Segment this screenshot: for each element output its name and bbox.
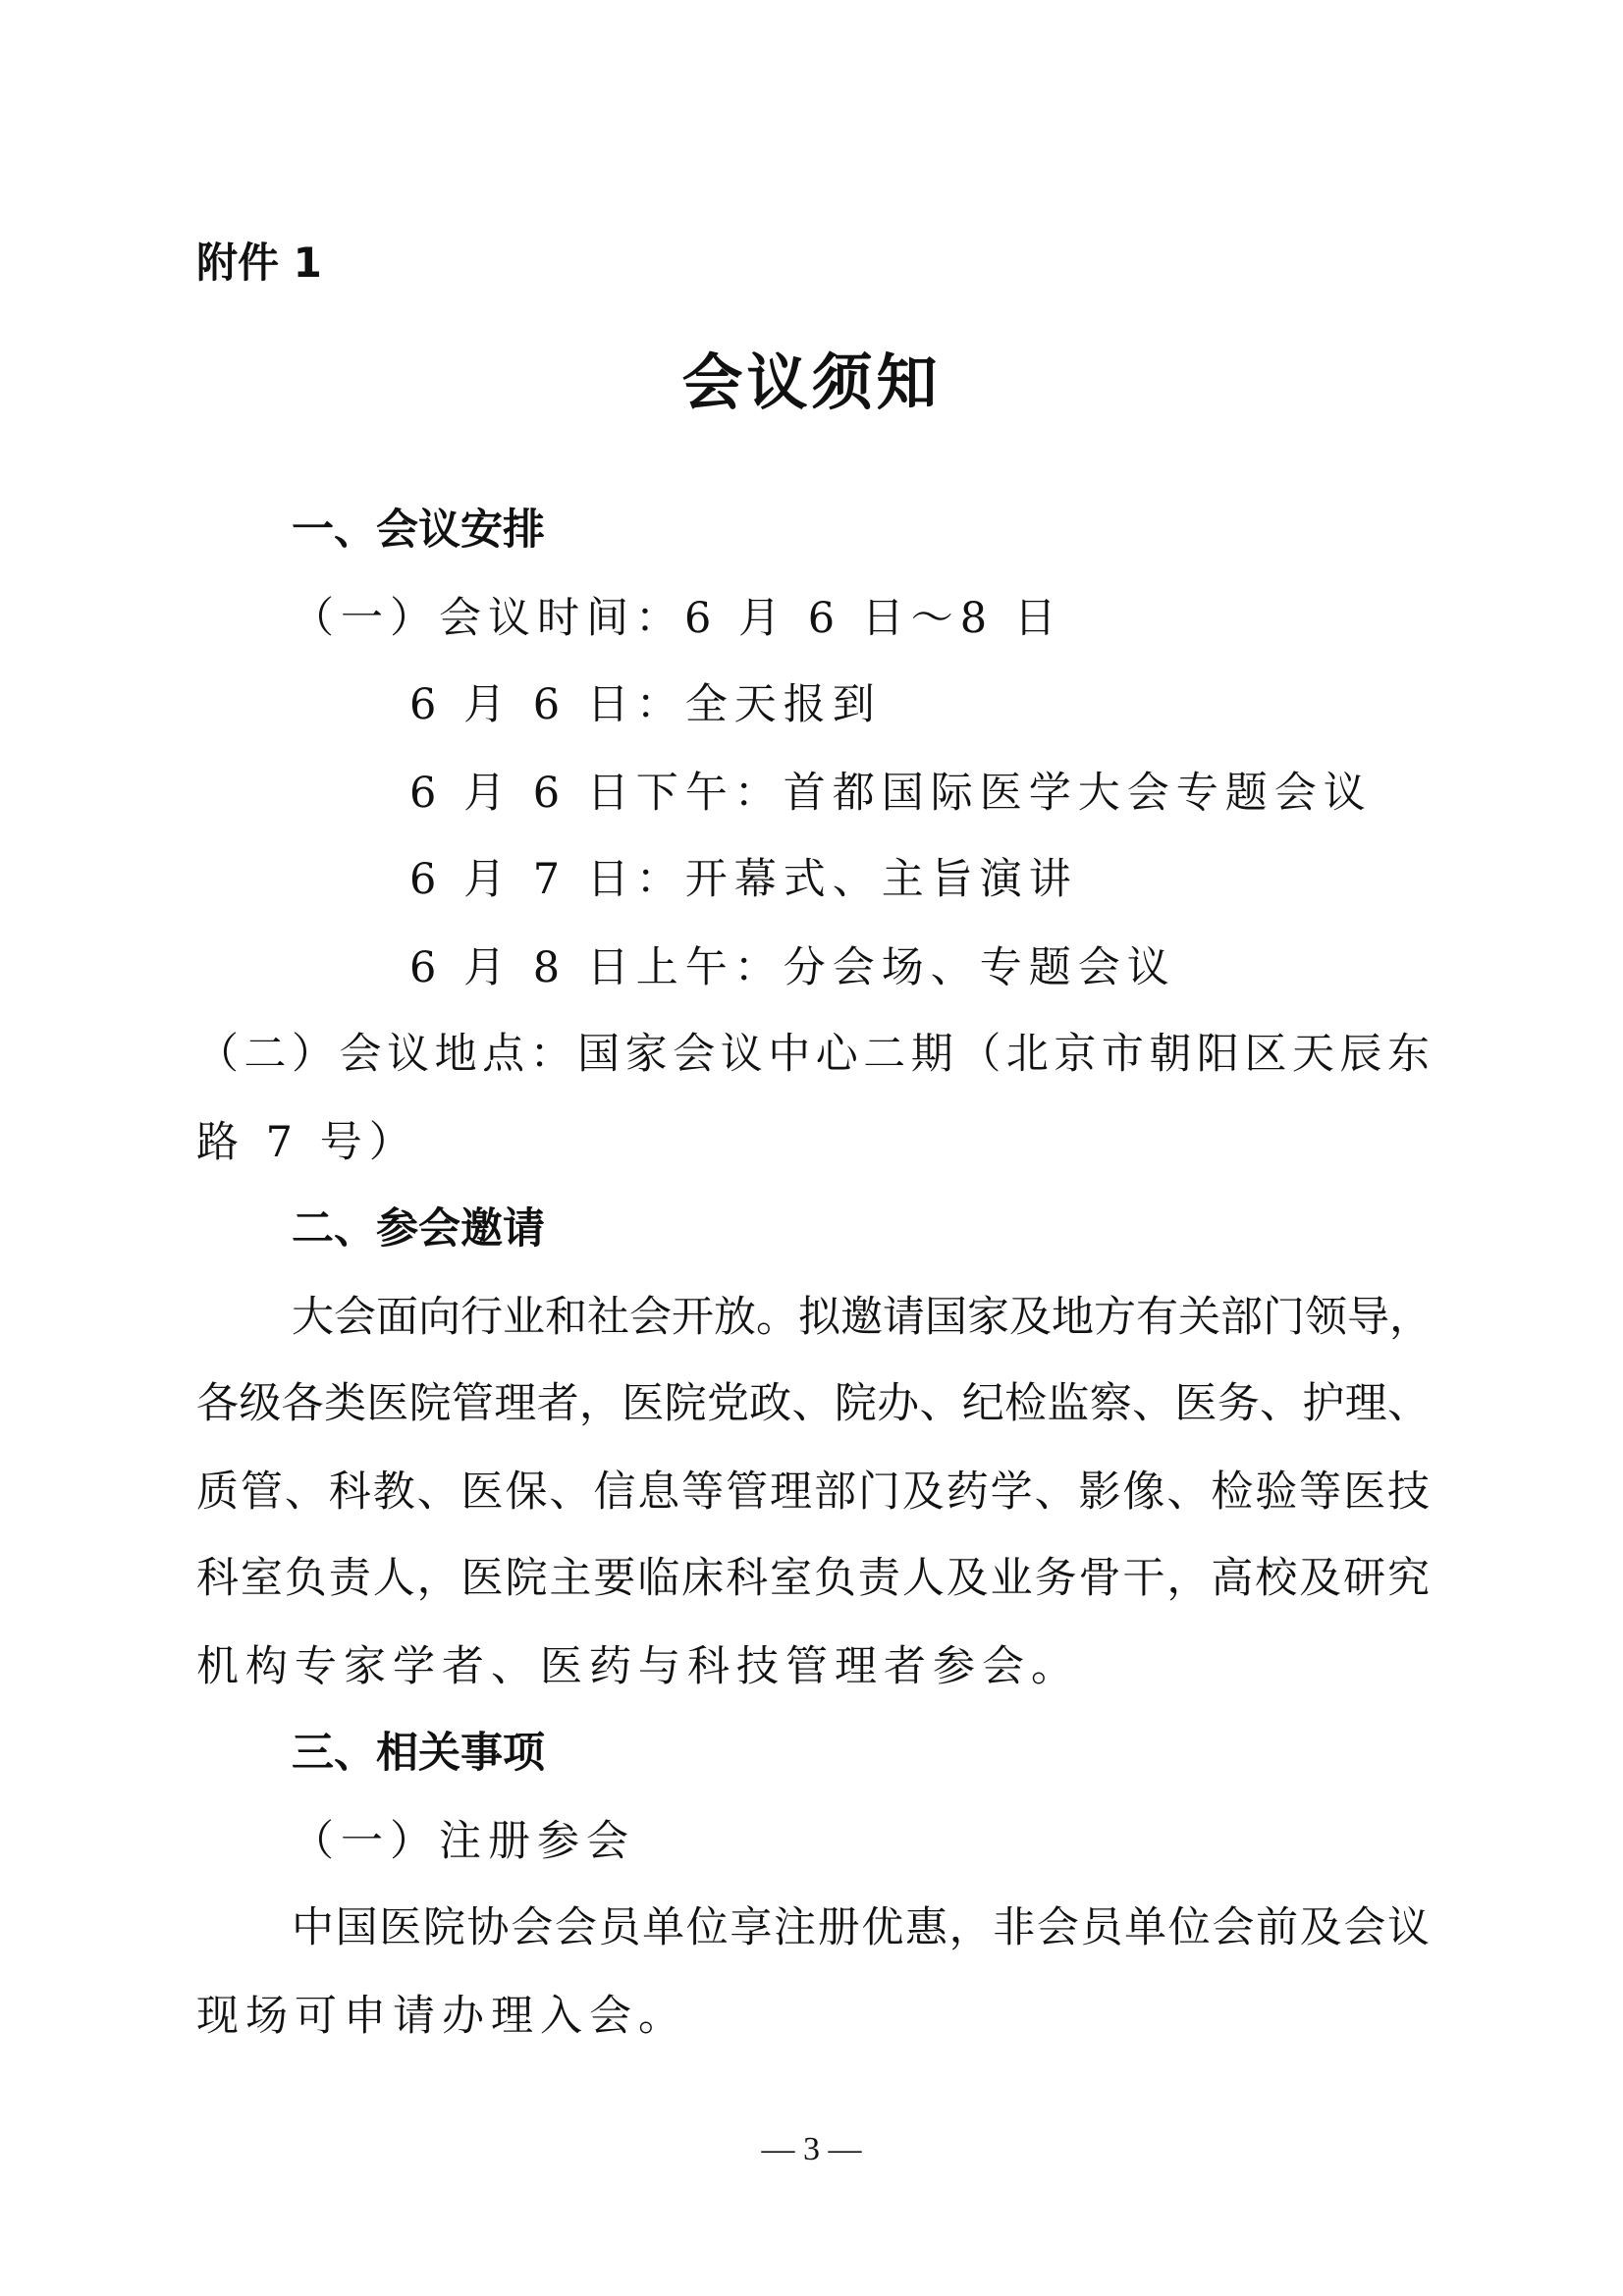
registration-paragraph-line: 现场可申请办理入会。 <box>196 1992 687 2041</box>
invitation-paragraph-line: 机构专家学者、医药与科技管理者参会。 <box>196 1642 1080 1691</box>
invitation-paragraph-line: 大会面向行业和社会开放。拟邀请国家及地方有关部门领导， <box>292 1293 1432 1342</box>
invitation-paragraph-line: 质管、科教、医保、信息等管理部门及药学、影像、检验等医技 <box>196 1468 1430 1517</box>
meeting-time: （一）会议时间：6 月 6 日～8 日 <box>292 594 1063 643</box>
meeting-venue-line2: 路 7 号） <box>196 1118 418 1167</box>
section2-heading: 二、参会邀请 <box>292 1204 545 1254</box>
schedule-item: 6 月 6 日下午：首都国际医学大会专题会议 <box>409 769 1373 818</box>
invitation-paragraph-line: 科室负责人，医院主要临床科室负责人及业务骨干，高校及研究 <box>196 1554 1430 1603</box>
meeting-venue-line1: （二）会议地点：国家会议中心二期（北京市朝阳区天辰东 <box>196 1030 1430 1079</box>
registration-subheading: （一）注册参会 <box>292 1817 635 1866</box>
page-number: — 3 — <box>761 2131 862 2167</box>
document-title: 会议须知 <box>681 347 942 418</box>
schedule-item: 6 月 8 日上午：分会场、专题会议 <box>409 943 1176 992</box>
section3-heading: 三、相关事项 <box>292 1729 545 1778</box>
schedule-item: 6 月 6 日：全天报到 <box>409 680 882 729</box>
section1-heading: 一、会议安排 <box>292 506 545 555</box>
attachment-label: 附件 1 <box>196 239 322 287</box>
invitation-paragraph-line: 各级各类医院管理者，医院党政、院办、纪检监察、医务、护理、 <box>196 1379 1430 1428</box>
schedule-item: 6 月 7 日：开幕式、主旨演讲 <box>409 855 1078 904</box>
registration-paragraph-line: 中国医院协会会员单位享注册优惠，非会员单位会前及会议 <box>292 1903 1430 1952</box>
